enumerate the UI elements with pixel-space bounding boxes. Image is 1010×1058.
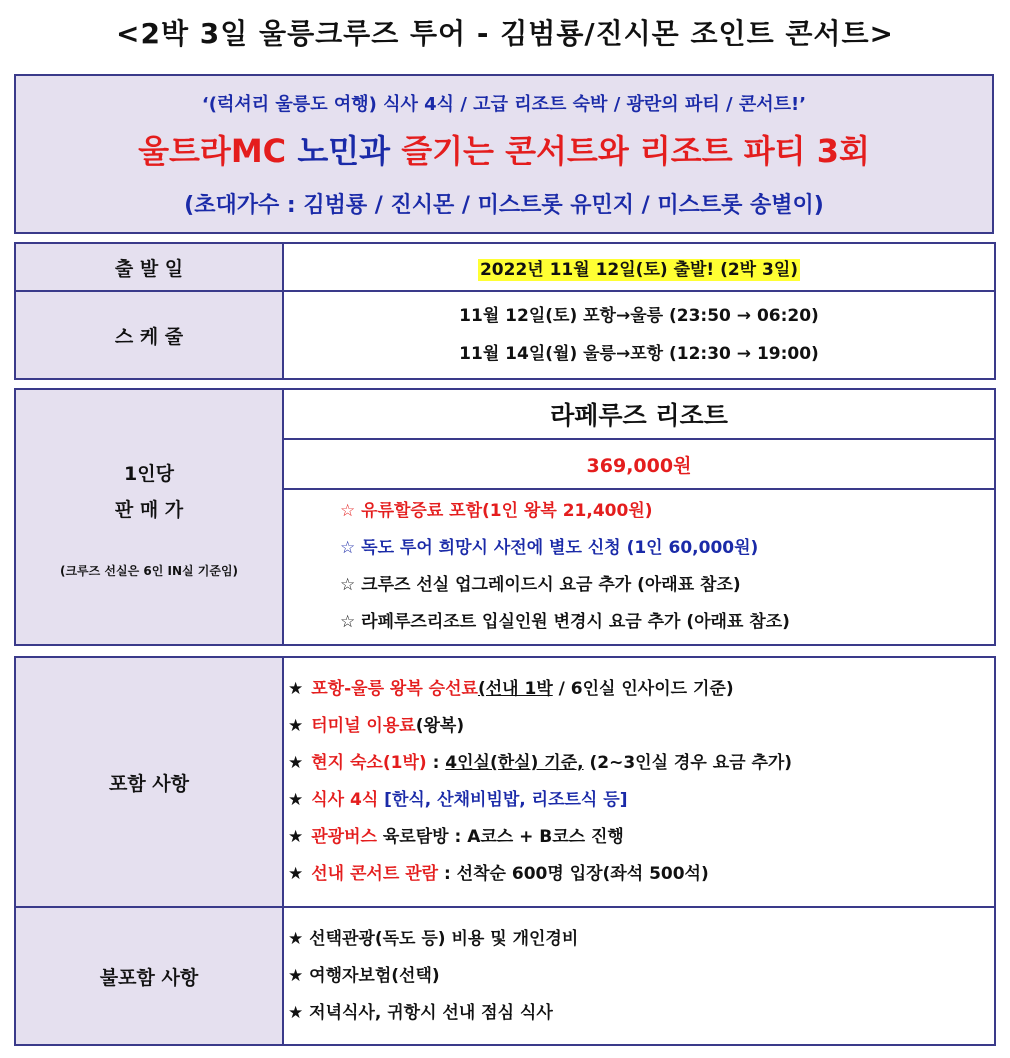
item-text: (2~3인실 경우 요금 추가) (583, 753, 793, 773)
schedule-label: 스 케 줄 (15, 291, 283, 379)
schedule-line: 11월 14일(월) 울릉→포항 (12:30 → 19:00) (459, 344, 819, 364)
item-highlight: 식사 4식 (311, 790, 379, 810)
item-highlight: 포항-울릉 왕복 승선료 (311, 679, 478, 699)
price-label-per-person: 1인당 (124, 462, 174, 485)
item-underlined: (선내 1박 (477, 679, 553, 699)
intro-line-1: ‘(럭셔리 울릉도 여행) 식사 4식 / 고급 리조트 숙박 / 광란의 파티 / 콘서트!’ (201, 94, 807, 115)
item-highlight: 현지 숙소(1박) (311, 753, 427, 773)
item-text: 육로탐방 : A코스 + B코스 진행 (376, 827, 624, 847)
headline-red-a: 울트라MC (138, 132, 298, 170)
included-item (288, 856, 994, 893)
page-title: <2박 3일 울릉크루즈 투어 - 김범룡/진시몬 조인트 콘서트> (116, 17, 894, 50)
item-text: : 선착순 600명 입장(좌석 500석) (438, 864, 709, 884)
item-text: (왕복) (415, 716, 465, 736)
price-amount: 369,000원 (283, 439, 995, 489)
excluded-item: ★ 여행자보험(선택) (288, 965, 440, 986)
intro-banner (14, 74, 994, 234)
excluded-item: ★ 선택관광(독도 등) 비용 및 개인경비 (288, 928, 579, 949)
headline-red-b: 즐기는 콘서트와 리조트 파티 3회 (390, 132, 870, 170)
included-item (288, 819, 994, 856)
schedule-value (283, 291, 995, 379)
price-table (14, 388, 996, 646)
intro-headline (16, 126, 992, 172)
included-items (283, 657, 995, 907)
departure-schedule-table (14, 242, 996, 380)
item-text: : (426, 753, 446, 773)
included-label: 포함 사항 (15, 657, 283, 907)
item-highlight: 선내 콘서트 관람 (311, 864, 439, 884)
departure-label: 출 발 일 (15, 243, 283, 291)
price-label (15, 389, 283, 645)
excluded-item: ★ 저녁식사, 귀항시 선내 점심 식사 (288, 1002, 553, 1023)
departure-value (283, 243, 995, 291)
resort-name: 라페루즈 리조트 (283, 389, 995, 439)
item-highlight: 터미널 이용료 (311, 716, 416, 736)
price-note: ☆ 라페루즈리조트 입실인원 변경시 요금 추가 (아래표 참조) (340, 612, 790, 632)
price-notes (283, 489, 995, 645)
excluded-items (283, 907, 995, 1045)
schedule-line: 11월 12일(토) 포항→울릉 (23:50 → 06:20) (459, 306, 819, 326)
star-icon: ★ (288, 864, 304, 884)
item-detail: [한식, 산채비빔밥, 리조트식 등] (378, 790, 628, 810)
included-excluded-table (14, 656, 996, 1046)
star-icon: ★ (288, 790, 304, 810)
star-icon: ★ (288, 679, 304, 699)
intro-guest-singers: (초대가수 : 김범룡 / 진시몬 / 미스트롯 유민지 / 미스트롯 송별이) (184, 193, 824, 218)
included-item (288, 782, 994, 819)
price-label-note: (크루즈 선실은 6인 IN실 기준임) (59, 563, 239, 578)
star-icon: ★ (288, 827, 304, 847)
price-note: ☆ 크루즈 선실 업그레이드시 요금 추가 (아래표 참조) (340, 575, 741, 595)
included-item (288, 671, 994, 708)
excluded-label: 불포함 사항 (15, 907, 283, 1045)
price-note: ☆ 유류할증료 포함(1인 왕복 21,400원) (340, 501, 653, 521)
included-item (288, 745, 994, 782)
star-icon: ★ (288, 716, 304, 736)
star-icon: ★ (288, 753, 304, 773)
headline-blue: 노민과 (297, 132, 391, 170)
price-label-sale: 판 매 가 (114, 498, 184, 521)
item-text: / 6인실 인사이드 기준) (552, 679, 734, 699)
price-note: ☆ 독도 투어 희망시 사전에 별도 신청 (1인 60,000원) (340, 538, 759, 558)
included-item (288, 708, 994, 745)
item-highlight: 관광버스 (311, 827, 377, 847)
item-underlined: 4인실(한실) 기준, (445, 753, 584, 773)
departure-date: 2022년 11월 12일(토) 출발! (2박 3일) (479, 259, 799, 280)
